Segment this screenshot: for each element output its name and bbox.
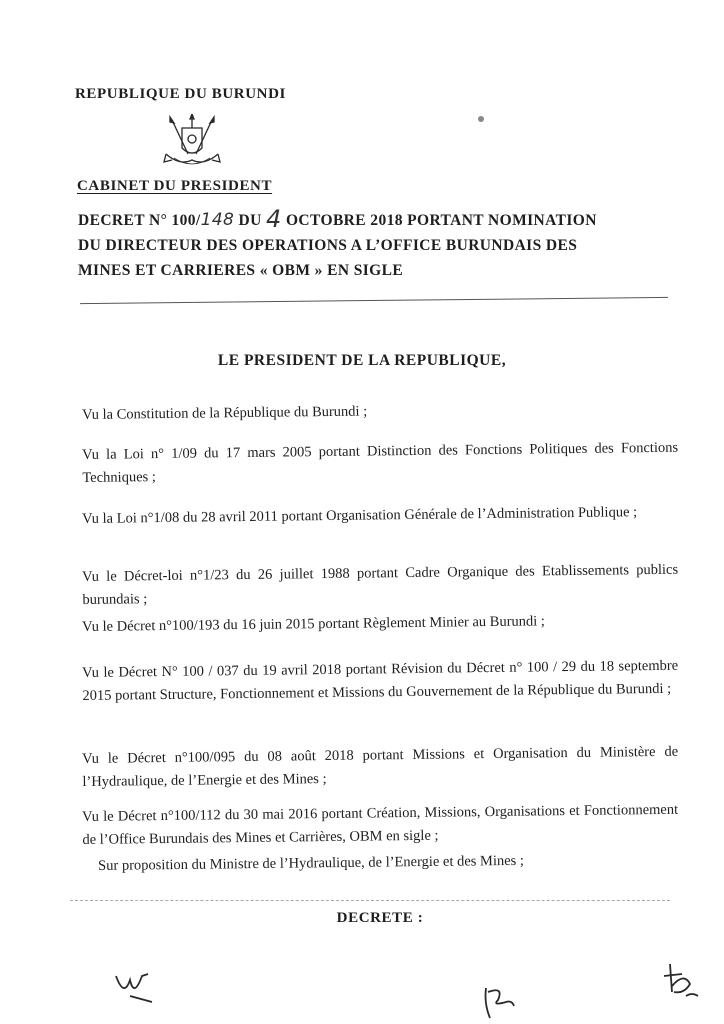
decrete-heading: DECRETE :: [336, 910, 424, 926]
separator-rule: [80, 297, 668, 304]
proposition-line: Sur proposition du Ministre de l’Hydraulique, de l’Energie et des Mines ;: [98, 852, 524, 874]
cabinet-header: CABINET DU PRESIDENT: [77, 178, 273, 194]
decree-prefix: DECRET N° 100/: [78, 212, 201, 229]
considerant-8: Vu le Décret n°100/112 du 30 mai 2016 portant Création, Missions, Organisations et Fonctionnement de l’Office Burundais des Mines et Carrières, OBM en sigle ;: [82, 801, 679, 848]
considerant-6: Vu le Décret N° 100 / 037 du 19 avril 2018 portant Révision du Décret n° 100 / 29 du 18 septembre 2015 portant Structure, Fonctionnement et Missions du Gouvernement de la République du Burundi ;: [82, 657, 679, 704]
considerant-1: Vu la Constitution de la République du Burundi ;: [82, 403, 368, 423]
considerant-5: Vu le Décret n°100/193 du 16 juin 2015 portant Règlement Minier au Burundi ;: [82, 613, 546, 635]
initials-right-icon: [660, 962, 702, 1002]
burundi-coat-of-arms-icon: [160, 114, 224, 176]
country-header: REPUBLIQUE DU BURUNDI: [75, 86, 286, 102]
decree-day-handwritten: 4: [266, 205, 282, 233]
decree-title: [78, 205, 668, 283]
considerant-3: Vu la Loi n°1/08 du 28 avril 2011 portant Organisation Générale de l’Administration Publique ;: [82, 504, 638, 527]
president-heading: LE PRESIDENT DE LA REPUBLIQUE,: [217, 352, 507, 369]
ink-blot-icon: [476, 114, 486, 124]
decree-line2: DU DIRECTEUR DES OPERATIONS A L’OFFICE BURUNDAIS DES: [78, 237, 578, 254]
considerant-4: Vu le Décret-loi n°1/23 du 26 juillet 1988 portant Cadre Organique des Etablissements publics burundais ;: [82, 561, 679, 608]
decree-du: DU: [234, 212, 267, 229]
initials-center-icon: [478, 984, 520, 1024]
decree-number-handwritten: 148: [200, 210, 235, 230]
considerant-7: Vu le Décret n°100/095 du 08 août 2018 portant Missions et Organisation du Ministère de l’Hydraulique, de l’Energie et des Mines ;: [82, 743, 679, 790]
decree-rest-line1: OCTOBRE 2018 PORTANT NOMINATION: [281, 212, 597, 229]
initials-left-icon: [112, 968, 162, 1010]
considerant-2: Vu la Loi n° 1/09 du 17 mars 2005 portant Distinction des Fonctions Politiques des Fonctions Techniques ;: [82, 439, 679, 486]
decree-line3: MINES ET CARRIERES « OBM » EN SIGLE: [78, 262, 404, 279]
dashed-separator: [70, 900, 670, 901]
